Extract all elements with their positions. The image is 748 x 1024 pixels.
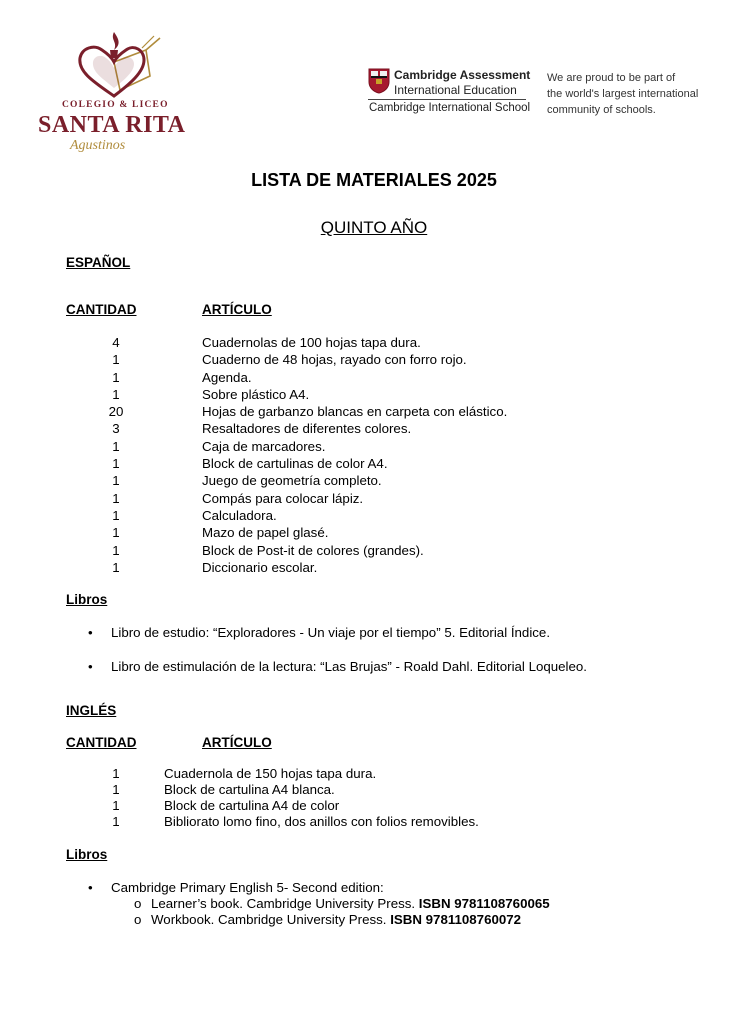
isbn-value: ISBN 9781108760065	[418, 896, 550, 911]
list-item	[0, 542, 424, 559]
col-header-articulo: ARTÍCULO	[202, 302, 272, 317]
item-description: Agenda.	[202, 369, 252, 385]
item-quantity: 1	[112, 782, 120, 797]
item-description: Block de cartulina A4 de color	[164, 798, 340, 813]
circle-bullet-icon: o	[134, 912, 142, 927]
item-quantity: 1	[112, 456, 120, 472]
item-description: Cuadernolas de 100 hojas tapa dura.	[202, 335, 421, 350]
circle-bullet-icon: o	[134, 896, 142, 911]
item-description: Calculadora.	[202, 507, 277, 523]
item-description: Block de Post-it de colores (grandes).	[202, 542, 424, 558]
item-description: Compás para colocar lápiz.	[202, 490, 364, 506]
school-order: Agustinos	[70, 138, 126, 153]
item-quantity: 1	[112, 798, 120, 813]
list-item	[0, 420, 412, 437]
item-description: Block de cartulinas de color A4.	[202, 456, 388, 472]
item-description: Juego de geometría completo.	[202, 473, 382, 489]
book-item	[88, 880, 384, 895]
page-title: LISTA DE MATERIALES 2025	[251, 170, 497, 190]
list-item	[0, 386, 310, 403]
item-quantity: 1	[112, 542, 120, 558]
item-quantity: 4	[112, 335, 120, 350]
santa-rita-crest-icon	[64, 28, 164, 100]
item-description: Mazo de papel glasé.	[202, 525, 329, 541]
list-item	[0, 507, 277, 524]
isbn-value: ISBN 9781108760072	[390, 912, 522, 927]
cambridge-tagline	[547, 70, 698, 118]
school-logo	[36, 28, 196, 156]
bullet-icon: •	[88, 625, 93, 640]
list-item	[0, 403, 508, 420]
item-quantity: 1	[112, 525, 120, 541]
sub-book-text: Workbook. Cambridge University Press.	[151, 912, 391, 927]
book-item	[88, 659, 587, 674]
item-quantity: 1	[112, 473, 120, 489]
cambridge-divider	[368, 99, 526, 100]
item-quantity: 1	[112, 507, 120, 523]
item-quantity: 1	[112, 386, 120, 402]
item-quantity: 1	[112, 369, 120, 385]
tagline-line-3: community of schools.	[547, 104, 656, 116]
grade-label: QUINTO AÑO	[320, 218, 428, 237]
sub-book-item	[134, 912, 521, 929]
tagline-line-1: We are proud to be part of	[547, 72, 676, 84]
item-description: Sobre plástico A4.	[202, 386, 310, 402]
col-header-articulo: ARTÍCULO	[202, 735, 272, 750]
list-item	[0, 782, 335, 798]
item-description: Block de cartulina A4 blanca.	[164, 782, 335, 797]
item-description: Caja de marcadores.	[202, 438, 326, 454]
book-text: Libro de estimulación de la lectura: “Las Brujas” - Roald Dahl. Editorial Loqueleo.	[111, 659, 587, 674]
list-item	[0, 438, 326, 455]
book-item	[88, 625, 550, 640]
item-description: Hojas de garbanzo blancas en carpeta con elástico.	[202, 404, 508, 420]
espanol-materials-list	[0, 334, 508, 576]
item-quantity: 1	[112, 814, 120, 829]
book-text: Libro de estudio: “Exploradores - Un viaje por el tiempo” 5. Editorial Índice.	[111, 625, 551, 640]
item-quantity: 3	[112, 421, 120, 437]
sub-book-item	[134, 896, 550, 913]
section-heading-libros-ingles: Libros	[66, 847, 108, 862]
section-heading-libros-espanol: Libros	[66, 592, 108, 607]
ingles-materials-list	[0, 766, 479, 830]
cambridge-shield-icon	[368, 68, 390, 94]
section-heading-ingles: INGLÉS	[66, 703, 117, 718]
section-heading-espanol: ESPAÑOL	[66, 255, 131, 270]
list-item	[0, 766, 377, 782]
cambridge-title-1: Cambridge Assessment	[394, 68, 531, 82]
bullet-icon: •	[88, 659, 93, 674]
item-description: Biblioratо lomo fino, dos anillos con folios removibles.	[164, 814, 479, 829]
item-quantity: 1	[112, 490, 120, 506]
cambridge-school-label: Cambridge International School	[369, 102, 531, 114]
list-item	[0, 472, 382, 489]
list-item	[0, 814, 479, 830]
list-item	[0, 490, 364, 507]
item-description: Resaltadores de diferentes colores.	[202, 421, 412, 437]
item-quantity: 20	[108, 404, 124, 420]
list-item	[0, 334, 421, 351]
item-quantity: 1	[112, 766, 120, 781]
col-header-cantidad: CANTIDAD	[66, 735, 137, 750]
list-item	[0, 524, 329, 541]
tagline-line-2: the world's largest international	[547, 88, 699, 100]
school-name-small: COLEGIO & LICEO	[62, 100, 169, 110]
col-header-cantidad: CANTIDAD	[66, 302, 137, 317]
page-subtitle	[0, 218, 748, 238]
list-item	[0, 351, 467, 368]
list-item	[0, 455, 388, 472]
list-item	[0, 798, 340, 814]
item-quantity: 1	[112, 438, 120, 454]
school-name: SANTA RITA	[38, 112, 186, 138]
cambridge-title-2: International Education	[394, 83, 517, 97]
sub-book-text: Learner’s book. Cambridge University Press.	[151, 896, 419, 911]
list-item	[0, 369, 252, 386]
list-item	[0, 559, 318, 576]
book-text: Cambridge Primary English 5- Second edition:	[111, 880, 384, 895]
item-quantity: 1	[112, 352, 120, 368]
item-description: Cuaderno de 48 hojas, rayado con forro rojo.	[202, 352, 467, 368]
bullet-icon: •	[88, 880, 93, 895]
item-description: Diccionario escolar.	[202, 559, 318, 575]
item-description: Cuadernola de 150 hojas tapa dura.	[164, 766, 377, 781]
item-quantity: 1	[112, 559, 120, 575]
